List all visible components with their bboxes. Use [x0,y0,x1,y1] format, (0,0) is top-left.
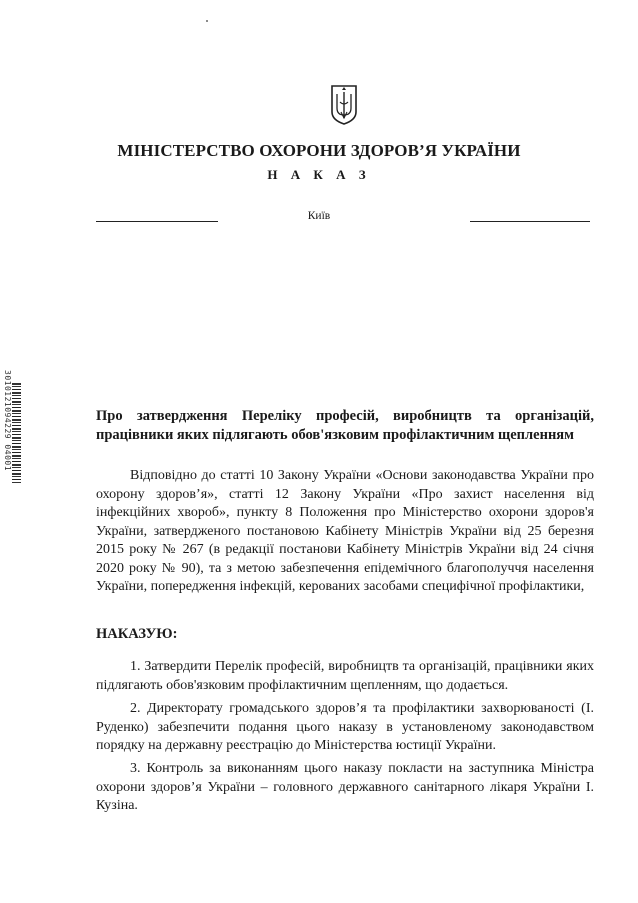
preamble-paragraph: Відповідно до статті 10 Закону України «Основи законодавства України про охорону здоров’я», статті 12 Закону України «Про захист населення від інфекційних хвороб», пункту 8 Положення про Міністерство охорони здоров'я України, затвердженого постановою Кабінету Міністрів України від 25 березня 2015 року № 267 (в редакції постанови Кабінету Міністрів України від 24 січня 2020 року № 90), та з метою забезпечення епідемічного благополуччя населення України, попередження інфекцій, керованих засобами специфічної профілактики, [96,468,594,594]
ministry-name: МІНІСТЕРСТВО ОХОРОНИ ЗДОРОВ’Я УКРАЇНИ [117,141,521,160]
decree-word: НАКАЗУЮ: [96,626,178,642]
registration-number: 3010121094229 04001 [3,370,12,472]
order-subject [96,407,594,445]
coat-of-arms-icon [330,84,358,126]
subject-line-1: Про затвердження Переліку професій, виробництв та організацій, [96,408,594,424]
number-blank-line [470,221,590,222]
scan-dot [206,20,208,22]
document-type: Н А К А З [267,167,371,182]
subject-line-2: працівники яких підлягають обов'язковим профілактичним щепленням [96,427,575,443]
order-item-3: 3. Контроль за виконанням цього наказу покласти на заступника Міністра охорони здоров’я України – головного державного санітарного лікаря України І. Кузіна. [96,761,594,813]
order-item-1: 1. Затвердити Перелік професій, виробництв та організацій, працівники яких підлягають обов'язковим профілактичним щепленням, що додається. [96,659,594,693]
city-label: Київ [307,210,331,222]
order-item-2: 2. Директорату громадського здоров’я та профілактики захворюваності (І. Руденко) забезпечити подання цього наказу в установленому законодавством порядку на державну реєстрацію до Міністерства юстиції України. [96,701,594,753]
registration-barcode [12,383,21,483]
